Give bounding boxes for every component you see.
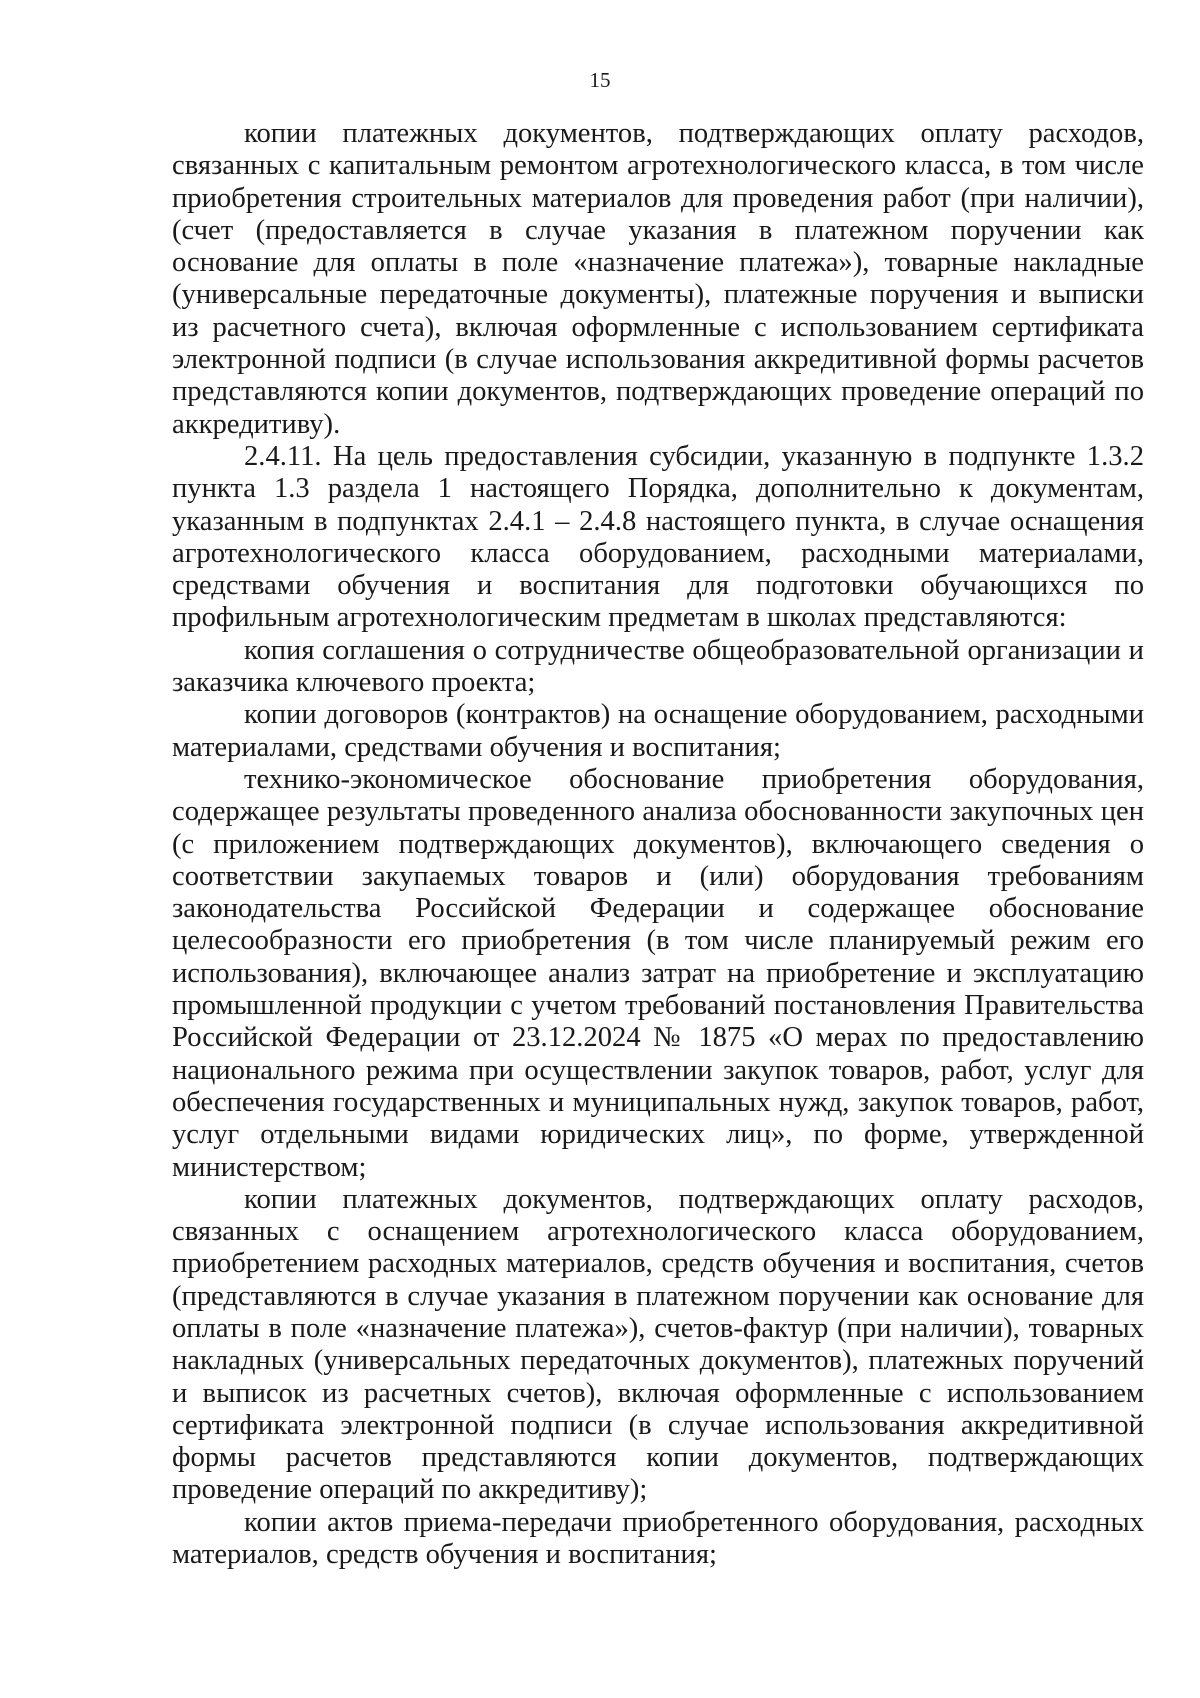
paragraph-acceptance-acts: копии актов приема-передачи приобретенного оборудования, расходных материалов, средств обучения и воспитания; [172,1506,1144,1571]
paragraph-equipment-contracts: копии договоров (контрактов) на оснащение оборудованием, расходными материалами, средствами обучения и воспитания; [172,699,1144,763]
paragraph-feasibility-study: технико-экономическое обоснование приобретения оборудования, содержащее результаты проведенного анализа обоснованности закупочных цен (с приложением подтверждающих документов), включающего сведения о соответствии закупаемых товаров и (или) оборудования требованиям законодательства Российской Федерации и содержащее обоснование целесообразности его приобретения (в том числе планируемый режим его использования), включающее анализ затрат на приобретение и эксплуатацию промышленной продукции с учетом требований постановления Правительства Российской Федерации от 23.12.2024 № 1875 «О мерах по предоставлению национального режима при осуществлении закупок товаров, работ, услуг для обеспечения государственных и муниципальных нужд, закупок товаров, работ, услуг отдельными видами юридических лиц», по форме, утвержденной министерством; [172,763,1144,1183]
paragraph-payment-documents-repair: копии платежных документов, подтверждающих оплату расходов, связанных с капитальным ремонтом агротехнологического класса, в том числе приобретения строительных материалов для проведения работ (при наличии), (счет (предоставляется в случае указания в платежном поручении как основание для оплаты в поле «назначение платежа»), товарные накладные (универсальные передаточные документы), платежные поручения и выписки из расчетного счета), включая оформленные с использованием сертификата электронной подписи (в случае использования аккредитивной формы расчетов представляются копии документов, подтверждающих проведение операций по аккредитиву). [172,118,1144,440]
page-number: 15 [589,68,611,92]
document-body [172,118,1144,1571]
paragraph-2-4-11: 2.4.11. На цель предоставления субсидии, указанную в подпункте 1.3.2 пункта 1.3 раздела 1 настоящего Порядка, дополнительно к документам, указанным в подпунктах 2.4.1 – 2.4.8 настоящего пункта, в случае оснащения агротехнологического класса оборудованием, расходными материалами, средствами обучения и воспитания для подготовки обучающихся по профильным агротехнологическим предметам в школах представляются: [172,440,1144,634]
paragraph-payment-documents-equipment: копии платежных документов, подтверждающих оплату расходов, связанных с оснащением агротехнологического класса оборудованием, приобретением расходных материалов, средств обучения и воспитания, счетов (представляются в случае указания в платежном поручении как основание для оплаты в поле «назначение платежа»), счетов-фактур (при наличии), товарных накладных (универсальных передаточных документов), платежных поручений и выписок из расчетных счетов), включая оформленные с использованием сертификата электронной подписи (в случае использования аккредитивной формы расчетов представляются копии документов, подтверждающих проведение операций по аккредитиву); [172,1183,1144,1506]
paragraph-cooperation-agreement: копия соглашения о сотрудничестве общеобразовательной организации и заказчика ключевого проекта; [172,634,1144,699]
